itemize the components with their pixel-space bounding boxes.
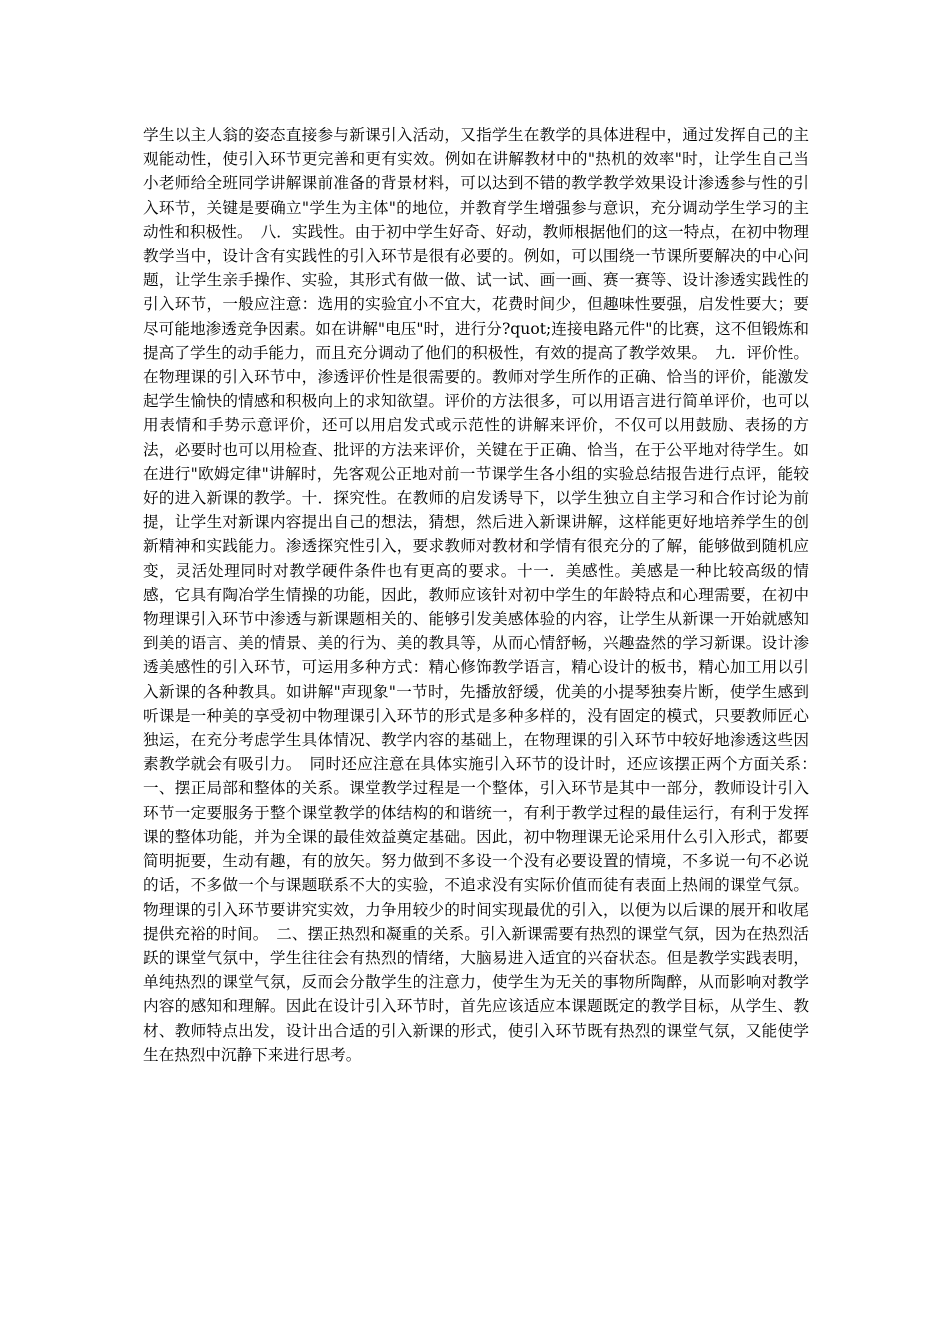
body-paragraph: 学生以主人翁的姿态直接参与新课引入活动，又指学生在教学的具体进程中，通过发挥自己的主观能动性，使引入环节更完善和更有实效。例如在讲解教材中的"热机的效率"时，让学生自己当小老师给全班同学讲解课前准备的背景材料，可以达到不错的教学教学效果设计渗透参与性的引入环节，关键是要确立"学生为主体"的地位，并教育学生增强参与意识，充分调动学生学习的主动性和积极性。 八．实践性。由于初中学生好奇、好动，教师根据他们的这一特点，在初中物理教学当中，设计含有实践性的引入环节是很有必要的。例如，可以围绕一节课所要解决的中心问题，让学生亲手操作、实验，其形式有做一做、试一试、画一画、赛一赛等、设计渗透实践性的引入环节，一般应注意：选用的实验宜小不宜大，花费时间少，但趣味性要强，启发性要大；要尽可能地渗透竞争因素。如在讲解"电压"时，进行分?quot;连接电路元件"的比赛，这不但锻炼和提高了学生的动手能力，而且充分调动了他们的积极性，有效的提高了教学效果。 九．评价性。在物理课的引入环节中，渗透评价性是很需要的。教师对学生所作的正确、恰当的评价，能激发起学生愉快的情感和积极向上的求知欲望。评价的方法很多，可以用语言进行简单评价，也可以用表情和手势示意评价，还可以用启发式或示范性的讲解来评价，不仅可以用鼓励、表扬的方法，必要时也可以用检查、批评的方法来评价，关键在于正确、恰当，在于公平地对待学生。如在进行"欧姆定律"讲解时，先客观公正地对前一节课学生各小组的实验总结报告进行点评，能较好的进入新课的教学。十．探究性。在教师的启发诱导下，以学生独立自主学习和合作讨论为前提，让学生对新课内容提出自己的想法，猜想，然后进入新课讲解，这样能更好地培养学生的创新精神和实践能力。渗透探究性引入，要求教师对教材和学情有很充分的了解，能够做到随机应变，灵活处理同时对教学硬件条件也有更高的要求。十一．美感性。美感是一种比较高级的情感，它具有陶冶学生情操的功能，因此，教师应该针对初中学生的年龄特点和心理需要，在初中物理课引入环节中渗透与新课题相关的、能够引发美感体验的内容，让学生从新课一开始就感知到美的语言、美的情景、美的行为、美的教具等，从而心情舒畅，兴趣盎然的学习新课。设计渗透美感性的引入环节，可运用多种方式：精心修饰教学语言，精心设计的板书，精心加工用以引入新课的各种教具。如讲解"声现象"一节时，先播放舒缓，优美的小提琴独奏片断，使学生感到听课是一种美的享受初中物理课引入环节的形式是多种多样的，没有固定的模式，只要教师匠心独运，在充分考虑学生具体情况、教学内容的基础上，在物理课的引入环节中较好地渗透这些因素教学就会有吸引力。 同时还应注意在具体实施引入环节的设计时，还应该摆正两个方面关系： 一、摆正局部和整体的关系。课堂教学过程是一个整体，引入环节是其中一部分，教师设计引入环节一定要服务于整个课堂教学的体结构的和谐统一，有利于教学过程的最佳运行，有利于发挥课的整体功能，并为全课的最佳效益奠定基础。因此，初中物理课无论采用什么引入形式，都要简明扼要，生动有趣，有的放矢。努力做到不多设一个没有必要设置的情境，不多说一句不必说的话，不多做一个与课题联系不大的实验，不追求没有实际价值而徒有表面上热闹的课堂气氛。物理课的引入环节要讲究实效，力争用较少的时间实现最优的引入，以便为以后课的展开和收尾提供充裕的时间。 二、摆正热烈和凝重的关系。引入新课需要有热烈的课堂气氛，因为在热烈活跃的课堂气氛中，学生往往会有热烈的情绪，大脑易进入适宜的兴奋状态。但是教学实践表明，单纯热烈的课堂气氛，反而会分散学生的注意力，使学生为无关的事物所陶醉，从而影响对教学内容的感知和理解。因此在设计引入环节时，首先应该适应本课题既定的教学目标，从学生、教材、教师特点出发，设计出合适的引入新课的形式，使引入环节既有热烈的课堂气氛，又能使学生在热烈中沉静下来进行思考。 [143, 126, 825, 1064]
